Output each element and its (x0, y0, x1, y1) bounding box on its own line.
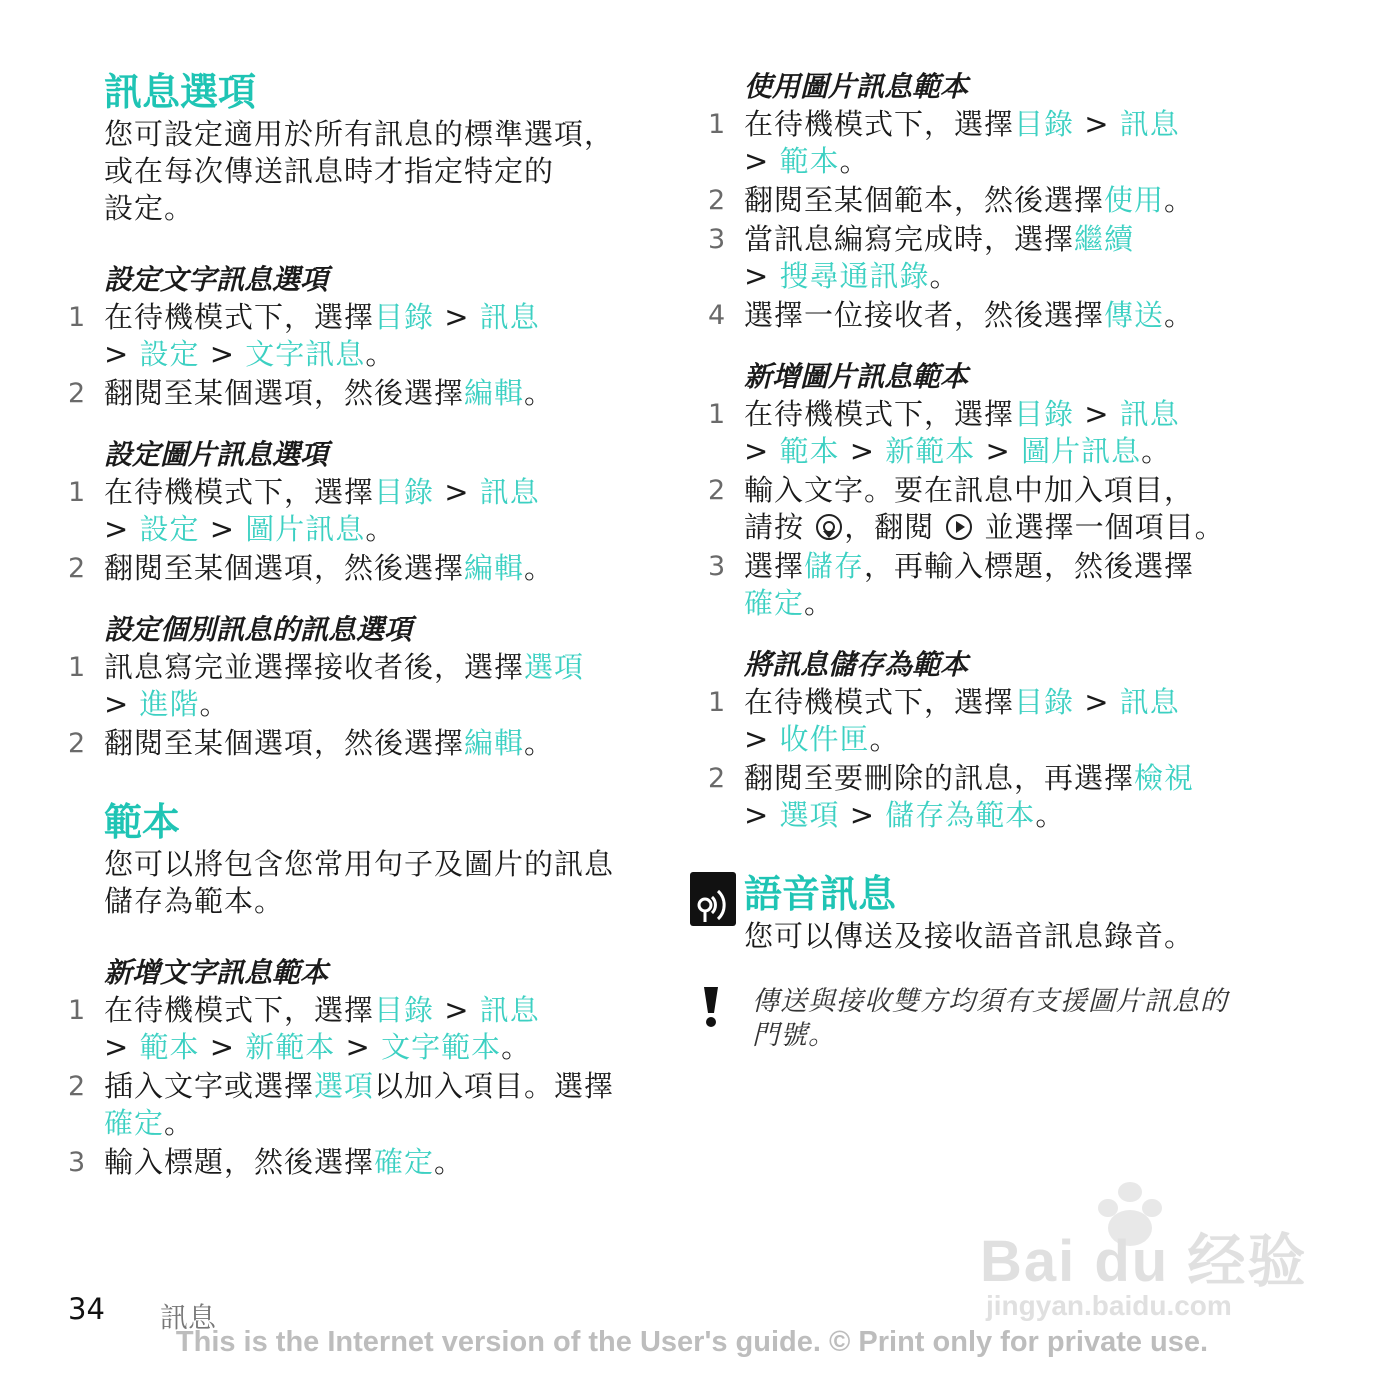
menu-link: 目錄 (1014, 397, 1075, 431)
menu-link: 編輯 (464, 551, 525, 585)
subheading-single-message-options: 設定個別訊息的訊息選項 (104, 613, 413, 646)
footer-disclaimer: This is the Internet version of the User's guide. © Print only for private use. (175, 1326, 1209, 1358)
step-item (708, 297, 1328, 334)
separator: > (1074, 107, 1120, 141)
step-text: 翻閱至某個選項，然後選擇 (104, 376, 465, 410)
step-item (68, 992, 668, 1066)
step-item (68, 375, 668, 412)
section-title-voice-message: 語音訊息 (744, 872, 897, 916)
menu-link: 編輯 (464, 376, 525, 410)
step-text: 請按 (744, 510, 815, 544)
step-text: ，翻閱 (844, 510, 945, 544)
step-item (68, 550, 668, 587)
menu-link: 訊息 (1119, 685, 1180, 719)
intro-line: 儲存為範本。 (104, 884, 285, 918)
menu-link: 選項 (314, 1069, 375, 1103)
separator: > (104, 687, 140, 721)
menu-link: 傳送 (1104, 298, 1165, 332)
step-item (68, 1068, 668, 1142)
subheading-save-as-template: 將訊息儲存為範本 (744, 648, 969, 681)
step-text: 翻閱至某個選項，然後選擇 (104, 551, 465, 585)
step-text: 。 (524, 376, 555, 410)
separator: > (744, 798, 780, 832)
menu-link: 確定 (744, 586, 805, 620)
separator: > (104, 1030, 140, 1064)
step-text: 在待機模式下，選擇 (104, 475, 375, 509)
step-text: 在待機模式下，選擇 (104, 993, 375, 1027)
right-column (708, 68, 1328, 1053)
navigation-key-right-icon (944, 510, 974, 544)
section-title-templates: 範本 (104, 800, 181, 844)
step-item (708, 106, 1328, 180)
step-number: 1 (68, 302, 87, 333)
menu-link: 搜尋通訊錄 (779, 259, 930, 293)
separator: > (839, 434, 886, 468)
step-text: 在待機模式下，選擇 (744, 685, 1015, 719)
step-number: 1 (68, 995, 87, 1026)
note-line: 門號。 (752, 1020, 836, 1051)
menu-link: 編輯 (464, 726, 525, 760)
step-number: 3 (68, 1147, 87, 1178)
step-text: 。 (1035, 798, 1066, 832)
voice-message-section (708, 870, 1328, 955)
section-intro (104, 116, 668, 227)
step-text: 插入文字或選擇 (104, 1069, 315, 1103)
separator: > (744, 144, 780, 178)
menu-link: 儲存 (804, 549, 865, 583)
menu-link: 進階 (139, 687, 200, 721)
separator: > (199, 1030, 246, 1064)
note-line: 傳送與接收雙方均須有支援圖片訊息的 (752, 986, 1228, 1017)
separator: > (199, 337, 246, 371)
step-text: 訊息寫完並選擇接收者後，選擇 (104, 650, 525, 684)
step-item (708, 548, 1328, 622)
subheading-use-picture-template: 使用圖片訊息範本 (744, 70, 969, 103)
navigation-key-down-icon (814, 510, 844, 544)
menu-link: 確定 (104, 1106, 165, 1140)
watermark-brand: Bai du 经验 (980, 1229, 1308, 1294)
menu-link: 確定 (374, 1145, 435, 1179)
menu-link: 訊息 (479, 475, 540, 509)
section-intro: 您可以傳送及接收語音訊息錄音。 (744, 919, 1195, 953)
step-text: 在待機模式下，選擇 (104, 300, 375, 334)
step-text: 並選擇一個項目。 (974, 510, 1225, 544)
step-item (708, 760, 1328, 834)
menu-link: 儲存為範本 (885, 798, 1036, 832)
step-text: 。 (929, 259, 960, 293)
footer-section-name: 訊息 (160, 1301, 217, 1334)
menu-link: 目錄 (1014, 685, 1075, 719)
subheading-text-message-options: 設定文字訊息選項 (104, 263, 329, 296)
step-number: 2 (68, 1071, 87, 1102)
subheading-new-text-template: 新增文字訊息範本 (104, 956, 329, 989)
step-number: 2 (68, 553, 87, 584)
menu-link: 圖片訊息 (1021, 434, 1142, 468)
step-item (708, 182, 1328, 219)
menu-link: 目錄 (374, 300, 435, 334)
menu-link: 繼續 (1074, 222, 1135, 256)
menu-link: 文字訊息 (245, 337, 366, 371)
separator: > (839, 798, 886, 832)
menu-link: 訊息 (479, 300, 540, 334)
menu-link: 設定 (139, 512, 200, 546)
step-item (68, 299, 668, 373)
separator: > (434, 993, 480, 1027)
separator: > (744, 434, 780, 468)
menu-link: 使用 (1104, 183, 1165, 217)
intro-line: 或在每次傳送訊息時才指定特定的 (104, 154, 555, 188)
menu-link: 範本 (139, 1030, 200, 1064)
separator: > (434, 475, 480, 509)
step-number: 2 (708, 185, 727, 216)
section-intro (104, 846, 668, 920)
step-item (708, 472, 1328, 546)
step-number: 3 (708, 551, 727, 582)
menu-link: 目錄 (374, 475, 435, 509)
step-number: 1 (708, 687, 727, 718)
step-text: 。 (1141, 434, 1172, 468)
menu-link: 範本 (779, 434, 840, 468)
separator: > (335, 1030, 382, 1064)
separator: > (1074, 685, 1120, 719)
menu-link: 訊息 (1119, 107, 1180, 141)
step-number: 1 (708, 399, 727, 430)
menu-link: 設定 (139, 337, 200, 371)
step-item (68, 649, 668, 723)
note-box (708, 985, 1328, 1053)
step-text: 。 (524, 551, 555, 585)
step-text: 選擇一位接收者，然後選擇 (744, 298, 1105, 332)
menu-link: 檢視 (1134, 761, 1195, 795)
step-item (708, 396, 1328, 470)
step-text: 。 (524, 726, 555, 760)
voice-message-icon (690, 872, 736, 926)
subheading-picture-message-options: 設定圖片訊息選項 (104, 438, 329, 471)
separator: > (744, 722, 780, 756)
warning-exclamation-icon (700, 985, 722, 1029)
menu-link: 圖片訊息 (245, 512, 366, 546)
step-number: 3 (708, 224, 727, 255)
menu-link: 目錄 (1014, 107, 1075, 141)
step-text: 。 (839, 144, 870, 178)
menu-link: 訊息 (1119, 397, 1180, 431)
step-item (708, 221, 1328, 295)
step-item (68, 474, 668, 548)
step-number: 2 (68, 728, 87, 759)
page-number: 34 (68, 1292, 105, 1326)
step-text: 。 (1164, 298, 1195, 332)
step-text: 在待機模式下，選擇 (744, 107, 1015, 141)
menu-link: 收件匣 (779, 722, 870, 756)
step-number: 4 (708, 300, 727, 331)
intro-line: 您可設定適用於所有訊息的標準選項， (104, 117, 615, 151)
step-text: 在待機模式下，選擇 (744, 397, 1015, 431)
step-item (68, 725, 668, 762)
separator: > (104, 512, 140, 546)
separator: > (104, 337, 140, 371)
step-text: ，再輸入標題，然後選擇 (864, 549, 1195, 583)
menu-link: 目錄 (374, 993, 435, 1027)
separator: > (975, 434, 1022, 468)
step-text: 。 (869, 722, 900, 756)
note-text (752, 985, 1328, 1053)
step-text: 當訊息編寫完成時，選擇 (744, 222, 1075, 256)
step-text: 。 (365, 337, 396, 371)
intro-line: 您可以將包含您常用句子及圖片的訊息 (104, 847, 615, 881)
separator: > (1074, 397, 1120, 431)
step-text: 輸入標題，然後選擇 (104, 1145, 375, 1179)
step-number: 2 (708, 475, 727, 506)
section-title-message-options: 訊息選項 (104, 70, 257, 114)
watermark-url: jingyan.baidu.com (986, 1290, 1232, 1321)
menu-link: 文字範本 (381, 1030, 502, 1064)
step-text: 選擇 (744, 549, 805, 583)
step-text: 翻閱至某個範本，然後選擇 (744, 183, 1105, 217)
step-text: 。 (1164, 183, 1195, 217)
menu-link: 選項 (524, 650, 585, 684)
step-item (68, 1144, 668, 1181)
step-text: 翻閱至某個選項，然後選擇 (104, 726, 465, 760)
step-text: 輸入文字。要在訊息中加入項目， (744, 473, 1195, 507)
menu-link: 新範本 (885, 434, 976, 468)
baidu-watermark-logo (980, 1180, 1310, 1330)
step-number: 2 (68, 378, 87, 409)
step-text: 。 (365, 512, 396, 546)
menu-link: 選項 (779, 798, 840, 832)
subheading-new-picture-template: 新增圖片訊息範本 (744, 360, 969, 393)
menu-link: 新範本 (245, 1030, 336, 1064)
step-text: 。 (164, 1106, 195, 1140)
separator: > (434, 300, 480, 334)
step-text: 。 (804, 586, 835, 620)
step-text: 。 (434, 1145, 465, 1179)
step-item (708, 684, 1328, 758)
intro-line: 設定。 (104, 191, 195, 225)
menu-link: 範本 (779, 144, 840, 178)
step-number: 2 (708, 763, 727, 794)
step-text: 。 (199, 687, 230, 721)
step-number: 1 (68, 477, 87, 508)
step-text: 以加入項目。選擇 (374, 1069, 615, 1103)
menu-link: 訊息 (479, 993, 540, 1027)
step-text: 。 (501, 1030, 532, 1064)
left-column (68, 68, 668, 1183)
step-text: 翻閱至要刪除的訊息，再選擇 (744, 761, 1135, 795)
separator: > (744, 259, 780, 293)
step-number: 1 (708, 109, 727, 140)
step-number: 1 (68, 652, 87, 683)
separator: > (199, 512, 246, 546)
